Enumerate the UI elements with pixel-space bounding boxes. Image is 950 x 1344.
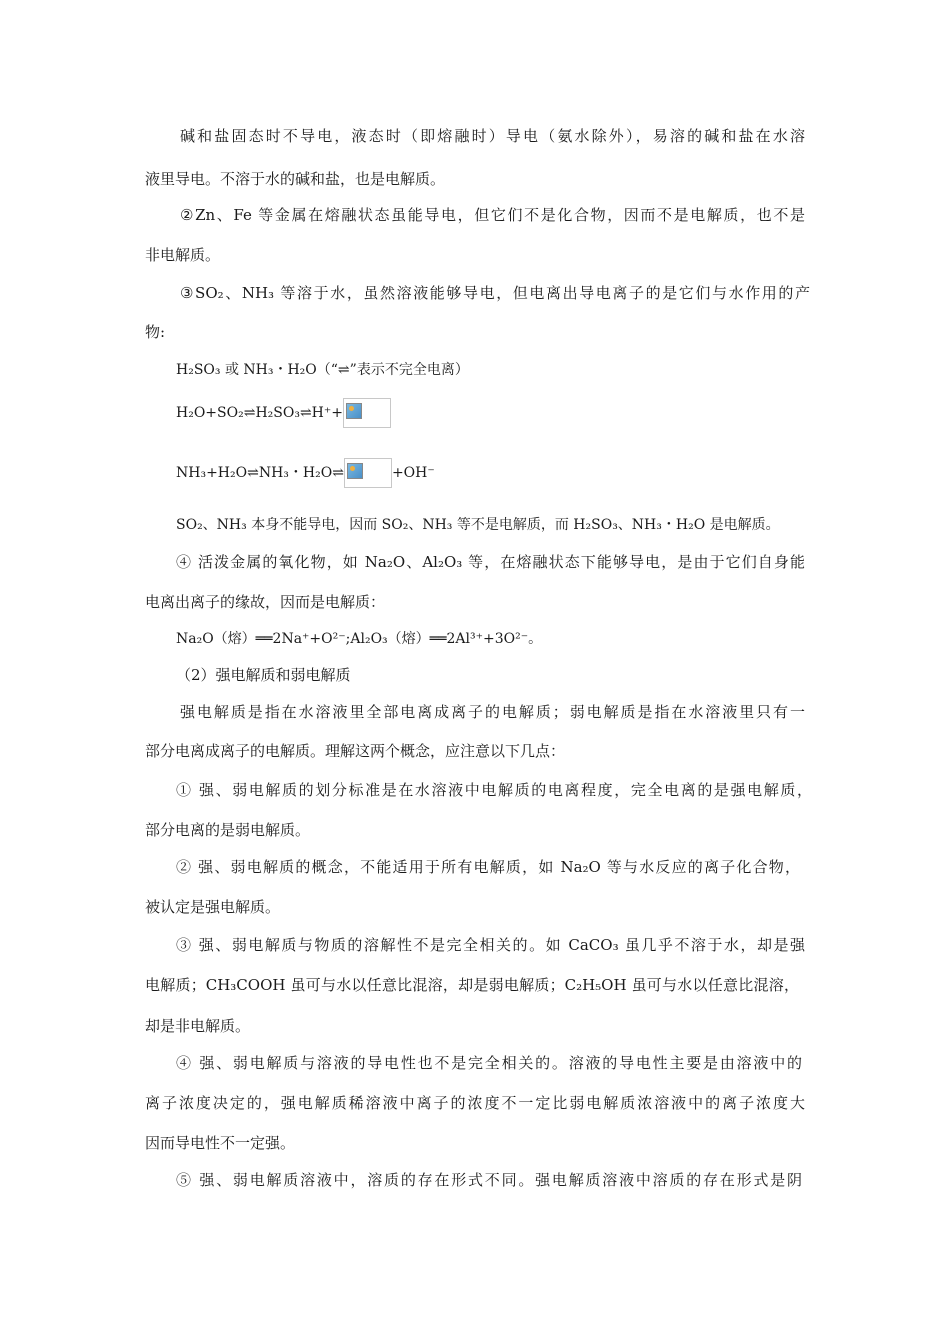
paragraph-line: 液里导电。不溶于水的碱和盐，也是电解质。 bbox=[145, 170, 446, 188]
paragraph-line: ②Zn、Fe 等金属在熔融状态虽能导电，但它们不是化合物，因而不是电解质，也不是 bbox=[180, 206, 805, 224]
paragraph-line: 强电解质是指在水溶液里全部电离成离子的电解质；弱电解质是指在水溶液里只有一 bbox=[180, 703, 805, 721]
paragraph-line: ⑤ 强、弱电解质溶液中，溶质的存在形式不同。强电解质溶液中溶质的存在形式是阴 bbox=[176, 1171, 802, 1189]
formula-line bbox=[176, 458, 435, 492]
paragraph-line: ③ 强、弱电解质与物质的溶解性不是完全相关的。如 CaCO₃ 虽几乎不溶于水，却是强 bbox=[176, 936, 805, 954]
paragraph-line: 电解质；CH₃COOH 虽可与水以任意比混溶，却是弱电解质；C₂H₅OH 虽可与水以任意比混溶， bbox=[145, 976, 799, 994]
equation-text: +OH⁻ bbox=[391, 465, 435, 481]
paragraph-line: 碱和盐固态时不导电，液态时（即熔融时）导电（氨水除外），易溶的碱和盐在水溶 bbox=[180, 127, 805, 145]
paragraph-line: 电离出离子的缘故，因而是电解质： bbox=[145, 593, 386, 611]
paragraph-line: 却是非电解质。 bbox=[145, 1017, 251, 1035]
formula-line: Na₂O（熔）══2Na⁺+O²⁻;Al₂O₃（熔）══2Al³⁺+3O²⁻。 bbox=[176, 631, 543, 647]
formula-line: H₂SO₃ 或 NH₃・H₂O（“⇌”表示不完全电离） bbox=[176, 362, 469, 378]
section-heading: （2）强电解质和弱电解质 bbox=[176, 666, 351, 684]
paragraph-line: 因而导电性不一定强。 bbox=[145, 1134, 296, 1152]
paragraph-line: 部分电离成离子的电解质。理解这两个概念，应注意以下几点： bbox=[145, 742, 566, 760]
paragraph-line: 部分电离的是弱电解质。 bbox=[145, 821, 311, 839]
paragraph-line: ④ 强、弱电解质与溶液的导电性也不是完全相关的。溶液的导电性主要是由溶液中的 bbox=[176, 1054, 802, 1072]
paragraph-line: 离子浓度决定的，强电解质稀溶液中离子的浓度不一定比弱电解质浓溶液中的离子浓度大 bbox=[145, 1094, 805, 1112]
paragraph-line: ① 强、弱电解质的划分标准是在水溶液中电解质的电离程度，完全电离的是强电解质， bbox=[176, 781, 812, 799]
paragraph-line: ③SO₂、NH₃ 等溶于水，虽然溶液能够导电，但电离出导电离子的是它们与水作用的产 bbox=[180, 284, 810, 302]
equation-text: H₂O+SO₂⇌H₂SO₃⇌H⁺+ bbox=[176, 405, 344, 421]
paragraph-line: 被认定是强电解质。 bbox=[145, 898, 281, 916]
paragraph-line: ② 强、弱电解质的概念，不能适用于所有电解质，如 Na₂O 等与水反应的离子化合物， bbox=[176, 858, 800, 876]
broken-image-icon bbox=[343, 398, 391, 428]
broken-image-icon bbox=[344, 458, 392, 488]
paragraph-line: 物: bbox=[145, 323, 166, 341]
equation-text: NH₃+H₂O⇌NH₃・H₂O⇌ bbox=[176, 465, 344, 481]
formula-line bbox=[176, 398, 391, 432]
paragraph-line: ④ 活泼金属的氧化物，如 Na₂O、Al₂O₃ 等，在熔融状态下能够导电，是由于它们自身能 bbox=[176, 553, 805, 571]
paragraph-line: 非电解质。 bbox=[145, 246, 221, 264]
paragraph-line: SO₂、NH₃ 本身不能导电，因而 SO₂、NH₃ 等不是电解质，而 H₂SO₃、NH₃・H₂O 是电解质。 bbox=[176, 517, 780, 533]
